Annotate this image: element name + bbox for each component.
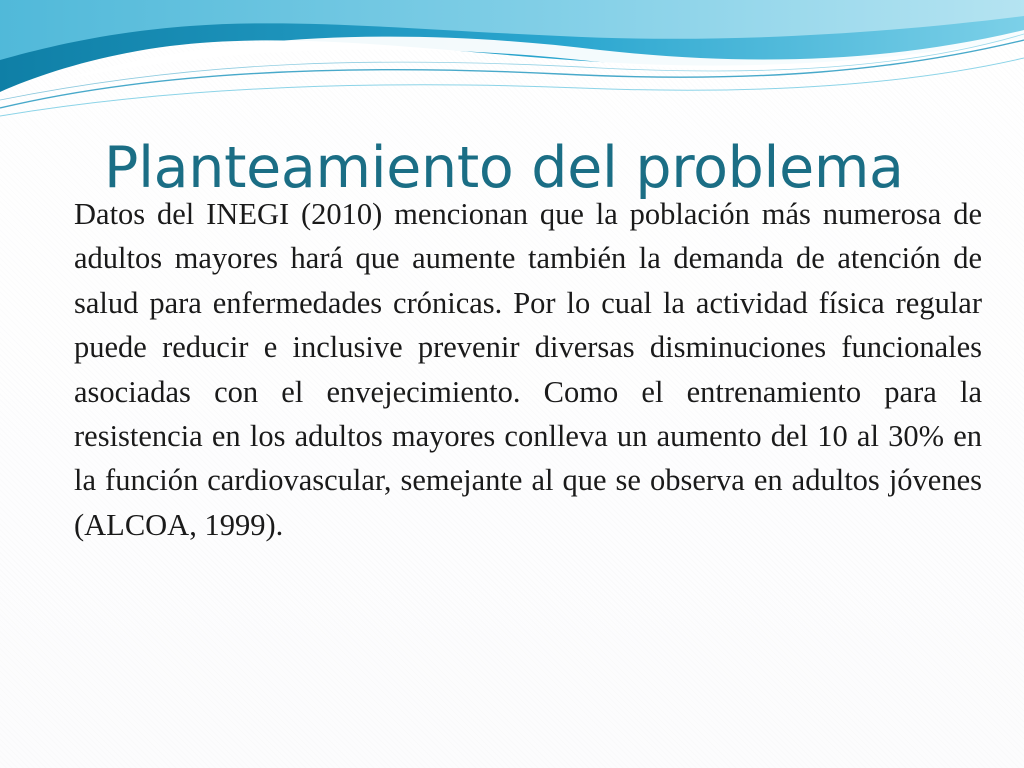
slide-title: Planteamiento del problema [104, 135, 904, 201]
decorative-wave-header [0, 0, 1024, 140]
slide-body-text: Datos del INEGI (2010) mencionan que la población más numerosa de adultos mayores hará que aumente también la demanda de atención de salud para enfermedades crónicas. Por lo cual la actividad física regular puede reducir e inclusive prevenir diversas disminuciones funcionales asociadas con el envejecimiento. Como el entrenamiento para la resistencia en los adultos mayores conlleva un aumento del 10 al 30% en la función cardiovascular, semejante al que se observa en adultos jóvenes (ALCOA, 1999). [74, 197, 982, 542]
